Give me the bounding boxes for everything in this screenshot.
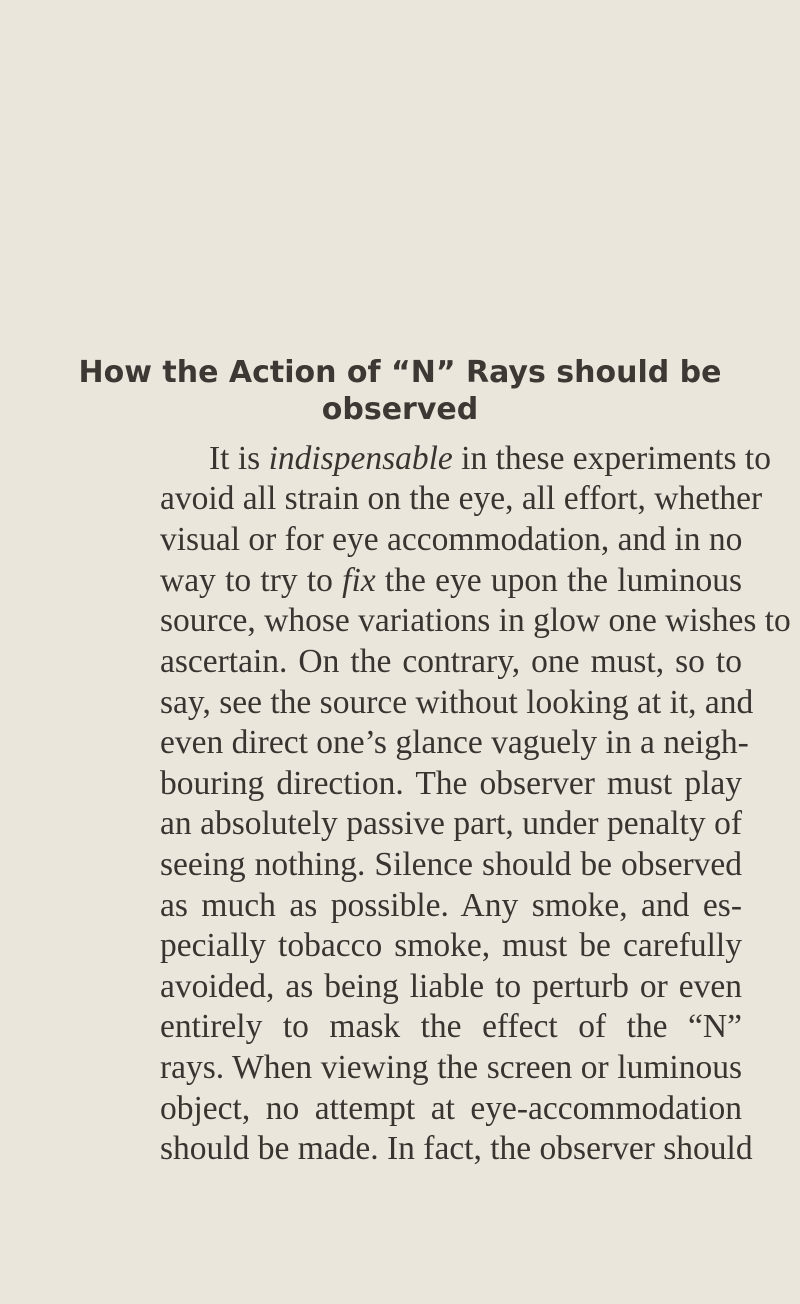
paragraph-line: pecially tobacco smoke, must be carefully	[160, 927, 742, 964]
paragraph-line: even direct one’s glance vaguely in a neigh-	[160, 724, 749, 761]
paragraph-line: rays. When viewing the screen or luminous	[160, 1049, 742, 1086]
paragraph-line: avoided, as being liable to perturb or even	[160, 968, 742, 1005]
paragraph-line: as much as possible. Any smoke, and es-	[160, 887, 742, 924]
paragraph-line: say, see the source without looking at it, and	[160, 684, 754, 721]
paragraph-line: object, no attempt at eye-accommodation	[160, 1090, 742, 1127]
paragraph-line: visual or for eye accommodation, and in no	[160, 521, 743, 558]
paragraph-line: It is indispensable in these experiments to	[209, 440, 771, 477]
emphasis-text: indispensable	[268, 440, 453, 477]
paragraph-line: seeing nothing. Silence should be observed	[160, 846, 742, 883]
section-heading-line-1: How the Action of “N” Rays should be	[78, 355, 722, 390]
paragraph-line: ascertain. On the contrary, one must, so to	[160, 643, 742, 680]
paragraph-line: bouring direction. The observer must play	[160, 765, 742, 802]
emphasis-text: fix	[342, 562, 376, 599]
section-heading-line-2: observed	[321, 392, 479, 427]
paragraph-line: an absolutely passive part, under penalty of	[160, 805, 742, 842]
paragraph-line: should be made. In fact, the observer should	[160, 1130, 753, 1167]
paragraph-line: source, whose variations in glow one wishes to	[160, 602, 791, 639]
paragraph-line: way to try to fix the eye upon the luminous	[160, 562, 742, 599]
paragraph-line: avoid all strain on the eye, all effort, whether	[160, 480, 763, 517]
paragraph-line: entirely to mask the effect of the “N”	[160, 1008, 742, 1045]
